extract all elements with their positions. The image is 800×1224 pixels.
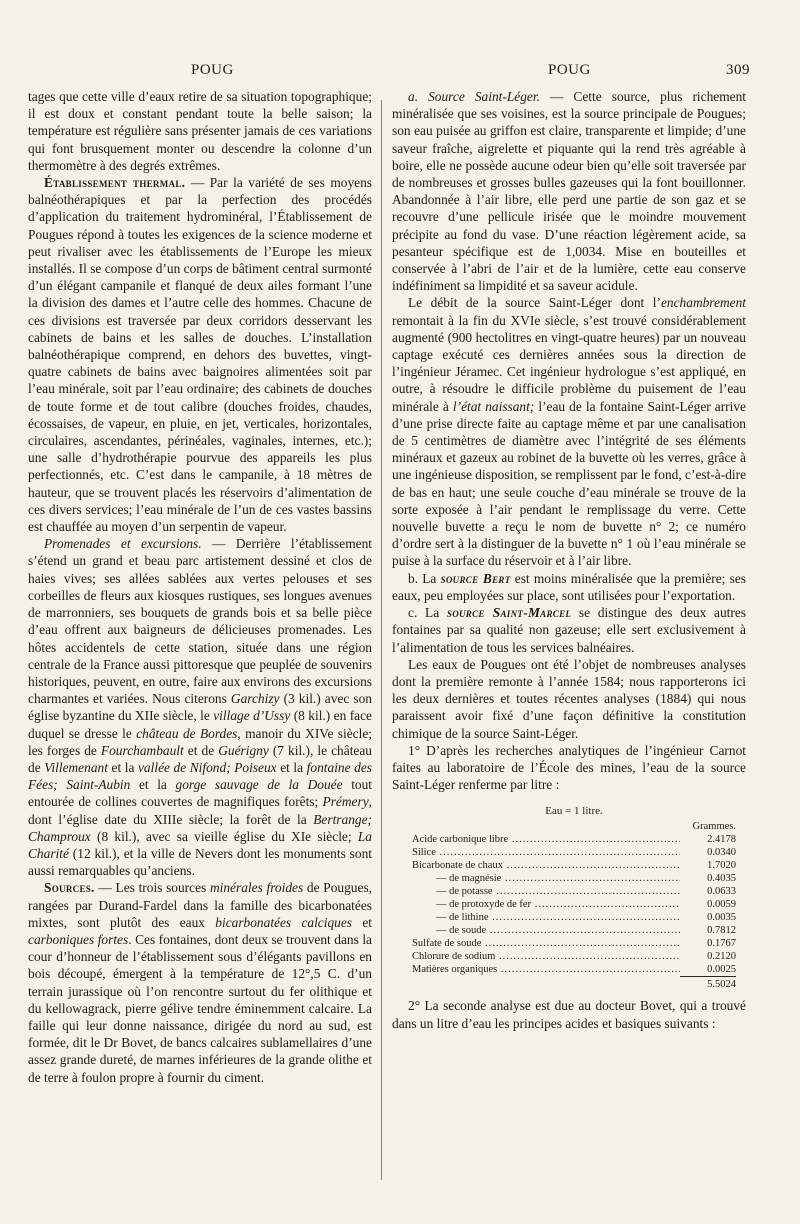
paragraph-sources: Sources. — Les trois sources minérales froides de Pougues, rangées par Durand-Fardel dans la famille des bicarbonatées mixtes, sont plutôt des eaux bicarbonatées calciques et carboniques fortes. Ces fontaines, dont deux se trouvent dans la cour d’honneur de l’établissement sous d’élégants pavillons en bois découpé, émergent à la température de 12°,5 C. d’un terrain jurassique où l’on rencontre surtout du fer olithique et du kellowagrack, pierre gélive tendre éminemment calcaire. La faille qui leur donne naissance, dirigée du nord au sud, est formée, dit le Dr Bovet, de bancs calcaires sublamellaires d’une assez grande dureté, de marnes inférieures de la grande olithe et de terre à foulon propre à fournir du ciment. [28,880,373,1085]
paragraph-saint-leger: a. Source Saint-Léger. — Cette source, plus richement minéralisée que ses voisines, est la source principale de Pougues; son eau puisée au griffon est claire, transparente et limpide; d’une saveur fraîche, aigrelette et piquante qui la rend très agréable à boire, elle ne possède aucune odeur bien qu’elle soit traversée par de nombreuses et grosses bulles gazeuses qui la font bouillonner. Abandonnée à l’air libre, elle perd une partie de son gaz et se recouvre d’une pellicule irisée que le moindre mouvement précipite au fond du vase. D’une réaction légèrement acide, sa pesanteur spécifique est de 1,0034. Mise en bouteilles et conservée à l’abri de l’air et de la lumière, cette eau conserve indéfiniment sa limpidité et sa saveur acidule. [392,89,747,294]
analysis-substance: Bicarbonate de chaux ..... [412,859,680,872]
analysis-value: 0.4035 [707,873,736,885]
analysis-substance: — de protoxyde de fer ..... [412,898,680,911]
analysis-value: 0.0035 [707,912,736,924]
section-head-sources: Sources. [44,880,95,896]
running-head-right: POUG [548,62,591,78]
analysis-row [392,950,746,963]
section-head-promenades: Promenades et excursions. [44,536,202,552]
analysis-value: 0.2120 [707,951,736,963]
analysis-value: 0.0059 [707,899,736,911]
section-head-etablissement: Établissement thermal. [44,175,186,191]
analysis-substance: Silice ..... [412,846,680,859]
analysis-row [392,911,746,924]
column-divider [381,100,382,1180]
analysis-row [392,885,746,898]
analysis-heading: Eau = 1 litre. [545,805,603,818]
analysis-substance: — de potasse ..... [412,885,680,898]
paragraph-analyses: Les eaux de Pougues ont été l’objet de nombreuses analyses dont la première remonte à l’année 1584; nous rapporterons ici les deux dernières et toutes récentes analyses (1884) qui nous paraissent avoir fixé d’une façon définitive la constitution chimique de la source Saint-Léger. [392,656,746,741]
analysis-value: 1.7020 [707,860,736,872]
analysis-row [392,833,746,846]
paragraph-debit: Le débit de la source Saint-Léger dont l’enchambrement remontait à la fin du XVIe siècle, s’est trouvé considérablement augmenté (900 hectolitres en vingt-quatre heures) par un nouveau captage exécuté ces dernières années sous la direction de l’ingénieur Jéramec. Cet ingénieur hydrologue s’est appliqué, en outre, à résoudre le difficile problème du puisement de l’eau minérale à l’état naissant; l’eau de la fontaine Saint-Léger arrive d’une prise directe faite au captage même et par une canalisation de 5 centimètres de diamètre avec l’intégrité de ses éléments minéraux et gazeux au robinet de la buvette où les verres, grâce à une ingénieuse disposition, se remplissent par le fond, c’est-à-dire de bas en haut; une seule couche d’eau minérale se trouve de la sorte exposée à l’air pendant le remplissage du verre. Cette nouvelle buvette a reçu le nom de buvette n° 2; ce numéro d’ordre sert à la distinguer de la buvette n° 1 où l’eau minérale se puise à la surface du réservoir et à l’air libre. [392,295,747,569]
analysis-value: 2.4178 [707,834,736,846]
analysis-row [392,963,746,976]
left-column [28,88,372,1086]
section-head-saint-leger: a. Source Saint-Léger. [408,89,540,104]
right-column [392,88,746,1032]
analysis-row [392,937,746,950]
running-head-left: POUG [191,62,234,78]
analysis-rows [392,833,746,976]
analysis-value: 0.7812 [707,925,736,937]
analysis-value: 0.0340 [707,847,736,859]
analysis-substance: Acide carbonique libre ..... [412,833,680,846]
analysis-unit: Grammes. [692,821,736,833]
section-head-bert: source Bert [440,570,511,586]
analysis-value: 0.1767 [707,938,736,950]
analysis-value: 0.0025 [707,964,736,976]
analysis-substance: — de soude ..... [412,924,680,937]
paragraph-saint-marcel: c. La source Saint-Marcel se distingue des deux autres fontaines par sa qualité non gazeuse; elle sert exclusivement à l’alimentation de tous les services balnéaires. [392,605,747,655]
analysis-row [392,898,746,911]
analysis-total: 5.5024 [392,976,746,991]
paragraph-promenades: Promenades et excursions. — Derrière l’établissement s’étend un grand et beau parc artistement dessiné et clos de haies vives; ses allées sablées aux vertes pelouses et ses corbeilles de fleurs aux kiosques rustiques, ses longues avenues de marronniers, ses bouquets de grands bois et sa belle pièce d’eau offrent aux baigneurs de délicieuses promenades. Les hôtes accidentels de cette station, située dans une région centrale de la France aussi pittoresque que peuplée de souvenirs historiques, peuvent, en outre, faire aux environs des excursions charmantes et variées. Nous citerons Garchizy (3 kil.) avec son église byzantine du XIIe siècle, le village d’Ussy (8 kil.) en face duquel se dresse le château de Bordes, manoir du XIVe siècle; les forges de Fourchambault et de Guérigny (7 kil.), le château de Villemenant et la vallée de Nifond; Poiseux et la fontaine des Fées; Saint-Aubin et la gorge sauvage de la Douée tout entourée de collines couvertes de magnifiques forêts; Prémery, dont l’église date du XIIIe siècle; la forêt de la Bertrange; Champroux (8 kil.), avec sa vieille église du XIe siècle; La Charité (12 kil.), et la ville de Nevers dont les monuments sont aussi remarquables qu’anciens. [28,536,373,879]
analysis-table [392,805,746,991]
paragraph-bovet: 2° La seconde analyse est due au docteur Bovet, qui a trouvé dans un litre d’eau les principes acides et basiques suivants : [392,998,746,1031]
analysis-substance: Sulfate de soude ..... [412,937,680,950]
analysis-row [392,846,746,859]
analysis-substance: Chlorure de sodium ..... [412,950,680,963]
paragraph-climate: tages que cette ville d’eaux retire de sa situation topographique; il est doux et constant pendant toute la belle saison; la température est régulière sans présenter jamais de ces variations qui font brusquement monter ou descendre la colonne d’un thermomètre à des degrés extrêmes. [28,89,372,173]
analysis-row [392,859,746,872]
analysis-substance: — de magnésie ..... [412,872,680,885]
page-number: 309 [726,62,750,78]
paragraph-etablissement: Établissement thermal. — Par la variété de ses moyens balnéothérapiques et par la perfection des procédés d’application du traitement hydrominéral, l’Établissement de Pougues répond à toutes les exigences de la science moderne et peut rivaliser avec les établissements de l’Europe les mieux installés. Il se compose d’un corps de bâtiment central surmonté d’un élégant campanile et flanqué de deux ailes formant l’une la division des dames et l’autre celle des hommes. Chacune de ces divisions est traversée par deux corridors desservant les cabinets de bains et les salles de douches. L’installation balnéothérapique comprend, en dehors des buvettes, vingt-quatre cabinets de bains avec baignoires alimentées soit par l’eau minérale, soit par l’eau ordinaire; des cabinets de douches de toute forme et de tout calibre (douches froides, chaudes, écossaises, de vapeur, en pluie, en jet, verticales, horizontales, circulaires, ascendantes, périnéales, vaginales, internes, etc.); une salle d’hydrothérapie pourvue des appareils les plus perfectionnés, etc. C’est dans le campanile, à 18 mètres de hauteur, que se trouvent placés les réservoirs d’alimentation de ces divers services; l’eau minérale de l’un de ces vastes bassins est chauffée au moyen d’un serpentin de vapeur. [28,175,372,535]
analysis-substance: Matières organiques ..... [412,963,680,976]
analysis-row [392,924,746,937]
section-head-saint-marcel: source Saint-Marcel [446,605,572,621]
paragraph-carnot: 1° D’après les recherches analytiques de l’ingénieur Carnot faites au laboratoire de l’École des mines, l’eau de la source Saint-Léger renferme par litre : [392,742,746,793]
analysis-value: 0.0633 [707,886,736,898]
paragraph-source-bert: b. La source Bert est moins minéralisée que la première; ses eaux, peu employées sur place, sont utilisées pour l’exportation. [392,570,746,603]
analysis-substance: — de lithine ..... [412,911,680,924]
analysis-row [392,872,746,885]
